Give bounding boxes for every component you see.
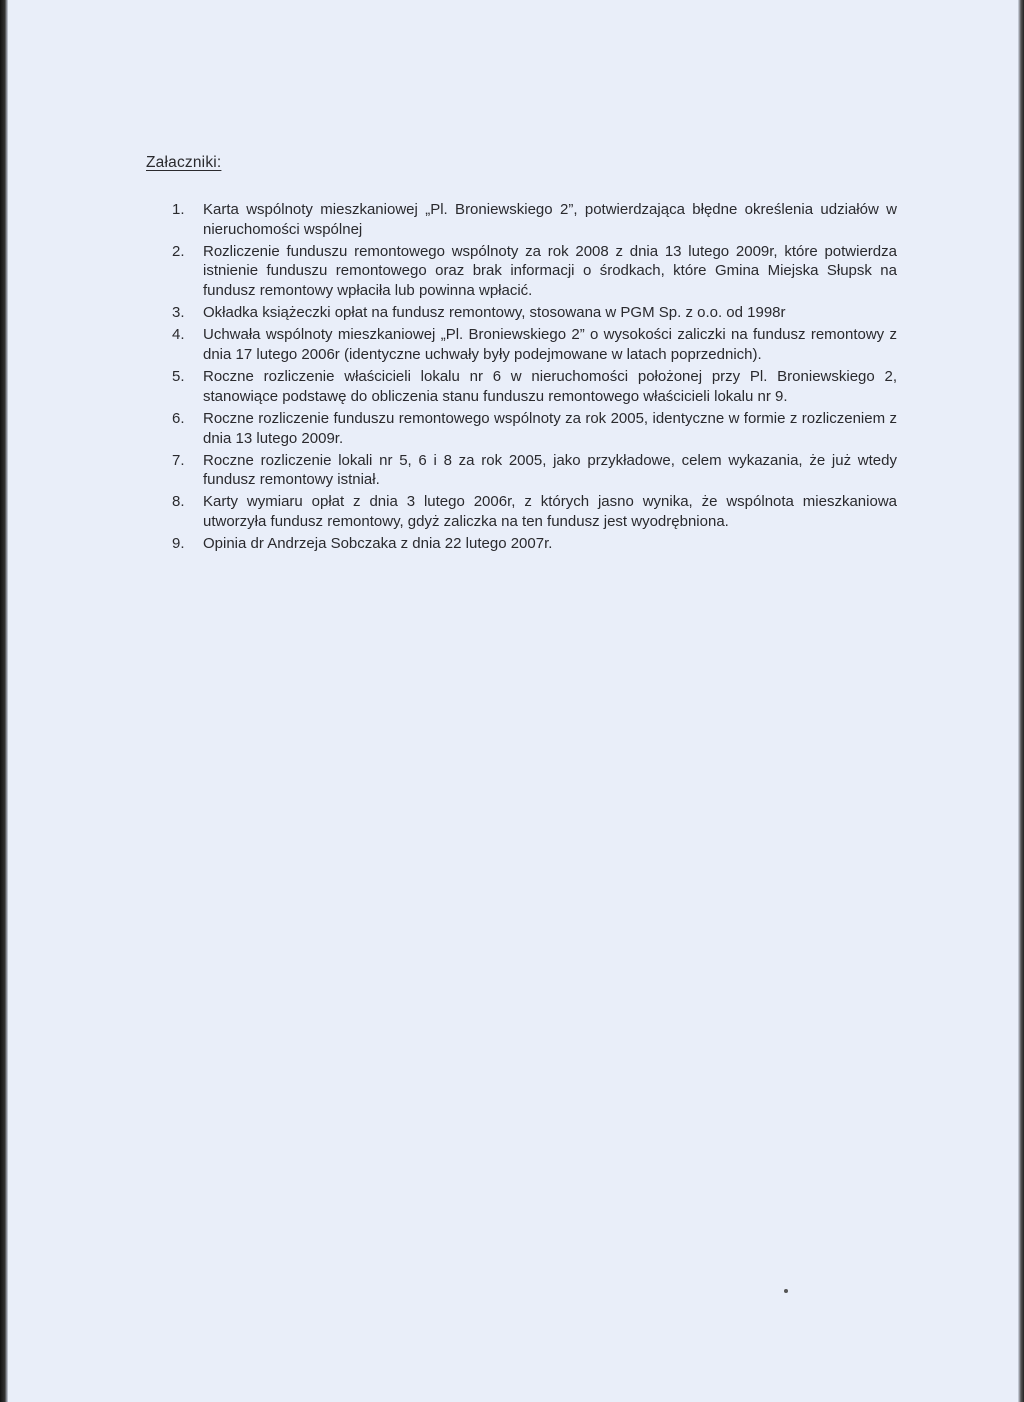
list-item [172, 367, 897, 406]
list-item-number: 4. [172, 326, 185, 344]
attachments-list [172, 200, 897, 556]
list-item-number: 1. [172, 201, 185, 218]
list-item-text: Opinia dr Andrzeja Sobczaka z dnia 22 lutego 2007r. [203, 535, 553, 553]
list-item [172, 242, 897, 301]
list-item-number: 2. [172, 242, 185, 260]
list-item [172, 325, 897, 364]
list-item-number: 8. [172, 493, 185, 511]
attachments-heading: Załaczniki: [146, 154, 222, 171]
list-item [172, 303, 897, 323]
list-item-text: Uchwała wspólnoty mieszkaniowej „Pl. Broniewskiego 2” o wysokości zaliczki na fundusz remontowy z dnia 17 lutego 2006r (identyczne uchwały były podejmowane w latach poprzednich). [203, 326, 897, 363]
list-item-text: Roczne rozliczenie lokali nr 5, 6 i 8 za rok 2005, jako przykładowe, celem wykazania, że już wtedy fundusz remontowy istniał. [203, 451, 897, 489]
list-item-text: Rozliczenie funduszu remontowego wspólnoty za rok 2008 z dnia 13 lutego 2009r, które potwierdza istnienie funduszu remontowego oraz brak informacji o środkach, które Gmina Miejska Słupsk na fundusz remontowy wpłaciła lub powinna wpłacić. [203, 242, 897, 299]
list-item-number: 5. [172, 368, 185, 386]
list-item [172, 200, 897, 239]
list-item-text: Okładka książeczki opłat na fundusz remontowy, stosowana w PGM Sp. z o.o. od 1998r [203, 304, 786, 322]
list-item-text: Roczne rozliczenie właścicieli lokalu nr 6 w nieruchomości położonej przy Pl. Broniewskiego 2, stanowiące podstawę do obliczenia stanu funduszu remontowego właścicieli lokalu nr 9. [203, 368, 897, 405]
list-item-text: Roczne rozliczenie funduszu remontowego wspólnoty za rok 2005, identyczne w formie z rozliczeniem z dnia 13 lutego 2009r. [203, 409, 897, 447]
list-item-number: 9. [172, 535, 185, 553]
list-item-text: Karta wspólnoty mieszkaniowej „Pl. Broniewskiego 2”, potwierdzająca błędne określenia udziałów w nieruchomości wspólnej [203, 201, 897, 238]
list-item [172, 451, 897, 490]
list-item-text: Karty wymiaru opłat z dnia 3 lutego 2006r, z których jasno wynika, że wspólnota mieszkaniowa utworzyła fundusz remontowy, gdyż zaliczka na ten fundusz jest wyodrębniona. [203, 493, 897, 531]
list-item [172, 534, 897, 554]
list-item [172, 409, 897, 448]
list-item [172, 492, 897, 531]
scan-speck [784, 1289, 788, 1293]
list-item-number: 3. [172, 304, 185, 322]
list-item-number: 6. [172, 409, 185, 427]
list-item-number: 7. [172, 451, 185, 469]
